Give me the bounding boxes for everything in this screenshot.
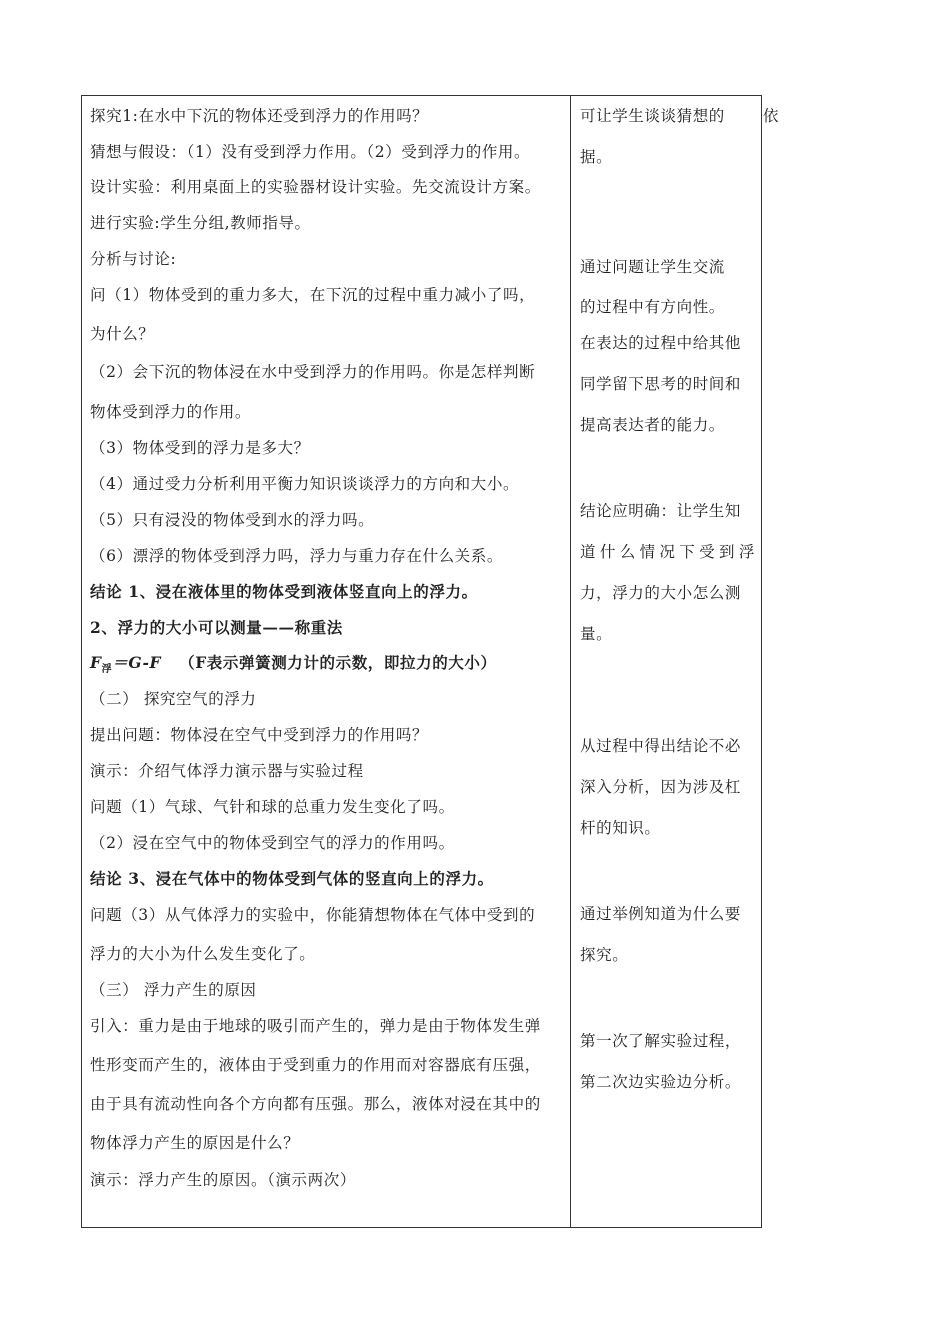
note-line: 量。 — [580, 625, 613, 643]
formula-rest: ＝G-F — [112, 653, 162, 672]
formula-f: F — [90, 653, 102, 672]
note-line: 探究。 — [580, 946, 629, 964]
left-line: 物体受到浮力的作用。 — [90, 403, 252, 421]
note-line: 杆的知识。 — [580, 819, 661, 837]
left-line: 演示：浮力产生的原因。（演示两次） — [90, 1171, 356, 1189]
note-line: 提高表达者的能力。 — [580, 416, 725, 434]
left-line: 为什么？ — [90, 325, 155, 343]
left-line: 性形变而产生的，液体由于受到重力的作用而对容器底有压强， — [90, 1056, 541, 1074]
note-char: 下 — [679, 543, 696, 561]
note-text: 依 — [762, 107, 780, 125]
note-char: 什 — [599, 543, 616, 561]
note-line: 通过举例知道为什么要 — [580, 905, 742, 923]
note-char: 情 — [639, 543, 656, 561]
left-line: 引入：重力是由于地球的吸引而产生的，弹力是由于物体发生弹 — [90, 1017, 541, 1035]
left-line: 问题（3）从气体浮力的实验中，你能猜想物体在气体中受到的 — [90, 906, 536, 924]
conclusion-3: 结论 3、浸在气体中的物体受到气体的竖直向上的浮力。 — [90, 869, 494, 888]
note-line: 力，浮力的大小怎么测 — [580, 584, 742, 602]
formula-sub: 浮 — [101, 664, 113, 676]
left-line: 进行实验:学生分组,教师指导。 — [90, 214, 311, 232]
note-line: 同学留下思考的时间和 — [580, 375, 742, 393]
note-line: 结论应明确：让学生知 — [580, 502, 742, 520]
left-line: （2）会下沉的物体浸在水中受到浮力的作用吗。你是怎样判断 — [90, 363, 536, 381]
note-char: 受 — [699, 543, 716, 561]
conclusion-1: 结论 1、浸在液体里的物体受到液体竖直向上的浮力。 — [90, 582, 478, 601]
left-line: 设计实验：利用桌面上的实验器材设计实验。先交流设计方案。 — [90, 178, 541, 196]
note-char: 况 — [659, 543, 676, 561]
left-line: （4）通过受力分析利用平衡力知识谈谈浮力的方向和大小。 — [90, 475, 520, 493]
left-line: 物体浮力产生的原因是什么？ — [90, 1134, 300, 1152]
note-line-justified — [580, 542, 755, 562]
conclusion-2: 2、浮力的大小可以测量——称重法 — [90, 618, 343, 637]
section-heading: （二） 探究空气的浮力 — [90, 690, 257, 708]
note-line: 的过程中有方向性。 — [580, 298, 725, 316]
lesson-table — [81, 95, 780, 1228]
note-line: 据。 — [580, 148, 613, 166]
note-text: 可让学生谈谈猜想的 — [580, 107, 725, 125]
left-line: （3）物体受到的浮力是多大？ — [90, 439, 310, 457]
note-line: 第一次了解实验过程， — [580, 1032, 742, 1050]
note-char: 到 — [719, 543, 736, 561]
left-line: 浮力的大小为什么发生变化了。 — [90, 945, 316, 963]
left-line: 问题（1）气球、气针和球的总重力发生变化了吗。 — [90, 798, 455, 816]
note-line: 第二次边实验边分析。 — [580, 1073, 742, 1091]
note-char: 道 — [580, 543, 597, 561]
formula-note: （F表示弹簧测力计的示数，即拉力的大小） — [179, 653, 497, 672]
left-line: 分析与讨论: — [90, 250, 177, 268]
formula-line — [90, 653, 497, 680]
left-line: 演示：介绍气体浮力演示器与实验过程 — [90, 762, 364, 780]
note-line: 通过问题让学生交流 — [580, 258, 725, 276]
note-char: 么 — [619, 543, 636, 561]
left-line: 由于具有流动性向各个方向都有压强。那么，液体对浸在其中的 — [90, 1095, 541, 1113]
left-line: 探究1:在水中下沉的物体还受到浮力的作用吗？ — [90, 107, 429, 125]
left-line: 问（1）物体受到的重力多大，在下沉的过程中重力减小了吗， — [90, 286, 536, 304]
left-line: （6）漂浮的物体受到浮力吗，浮力与重力存在什么关系。 — [90, 547, 503, 565]
section-heading: （三） 浮力产生的原因 — [90, 981, 257, 999]
note-line — [580, 106, 779, 126]
left-line: （5）只有浸没的物体受到水的浮力吗。 — [90, 511, 375, 529]
left-line: 提出问题：物体浸在空气中受到浮力的作用吗？ — [90, 726, 429, 744]
note-char: 浮 — [738, 543, 755, 561]
note-line: 在表达的过程中给其他 — [580, 334, 742, 352]
left-line: （2）浸在空气中的物体受到空气的浮力的作用吗。 — [90, 834, 455, 852]
note-line: 从过程中得出结论不必 — [580, 737, 742, 755]
note-line: 深入分析，因为涉及杠 — [580, 778, 742, 796]
column-divider — [570, 96, 571, 1227]
left-line: 猜想与假设：（1）没有受到浮力作用。（2）受到浮力的作用。 — [90, 143, 531, 161]
